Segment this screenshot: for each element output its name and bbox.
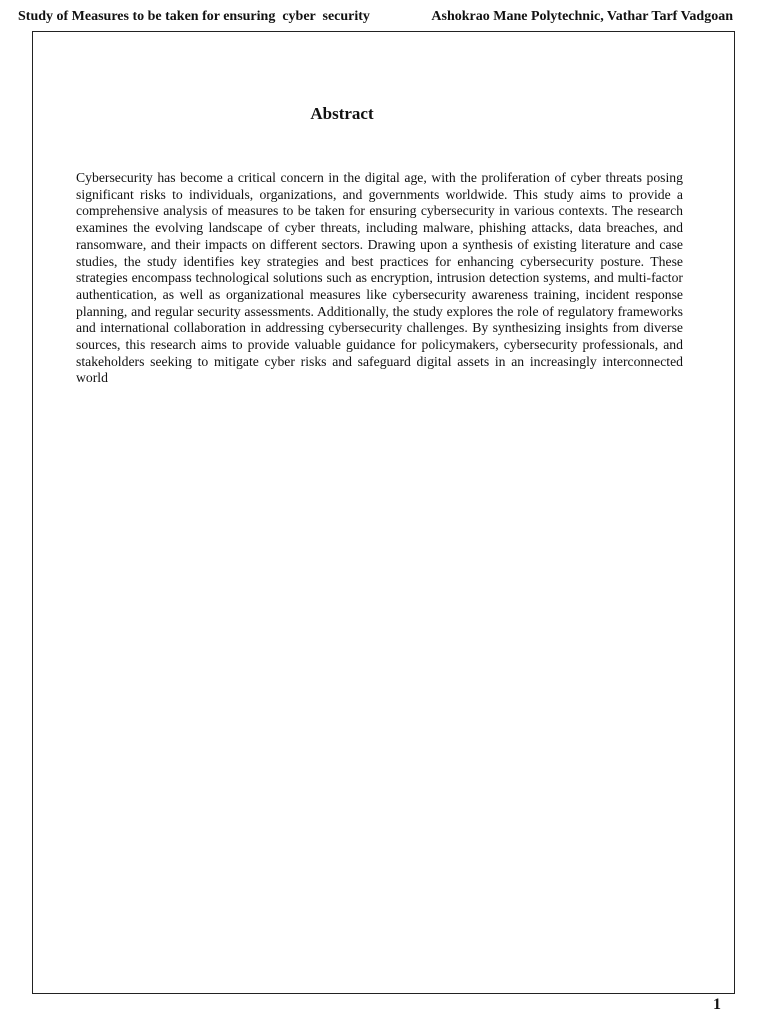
header-institution: Ashokrao Mane Polytechnic, Vathar Tarf Vadgoan — [431, 9, 733, 24]
abstract-heading: Abstract — [310, 104, 374, 123]
abstract-body: Cybersecurity has become a critical concern in the digital age, with the proliferation of cyber threats posing significant risks to individuals, organizations, and governments worldwide. This study aims to provide a comprehensive analysis of measures to be taken for ensuring cybersecurity in various contexts. The research examines the evolving landscape of cyber threats, including malware, phishing attacks, data breaches, and ransomware, and their impacts on different sectors. Drawing upon a synthesis of existing literature and case studies, the study identifies key strategies and best practices for enhancing cybersecurity posture. These strategies encompass technological solutions such as encryption, intrusion detection systems, and multi-factor authentication, as well as organizational measures like cybersecurity awareness training, incident response planning, and regular security assessments. Additionally, the study explores the role of regulatory frameworks and international collaboration in addressing cybersecurity challenges. By synthesizing insights from diverse sources, this research aims to provide valuable guidance for policymakers, cybersecurity professionals, and stakeholders seeking to mitigate cyber risks and safeguard digital assets in an increasingly interconnected world — [76, 170, 683, 386]
page-number: 1 — [713, 996, 721, 1013]
running-header — [18, 9, 733, 29]
header-title: Study of Measures to be taken for ensuring cyber security — [18, 9, 370, 24]
